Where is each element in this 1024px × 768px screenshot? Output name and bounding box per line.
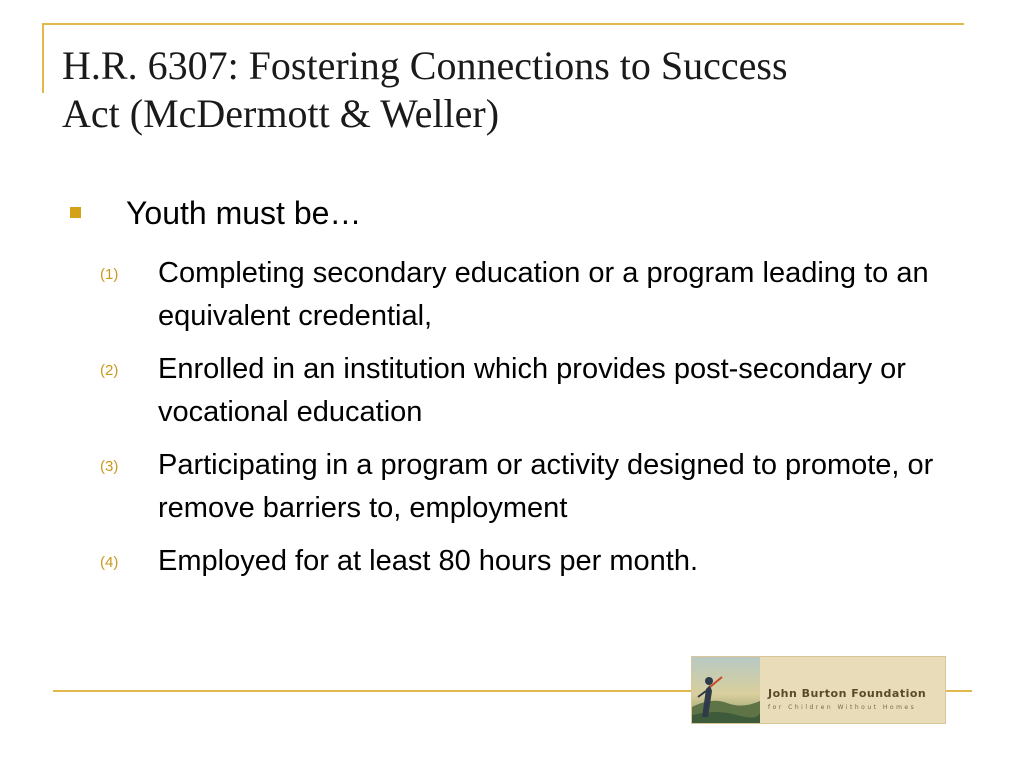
item-number: (1) <box>100 266 119 283</box>
title-line-1: H.R. 6307: Fostering Connections to Success <box>62 43 788 88</box>
list-item <box>100 348 940 434</box>
item-text: Employed for at least 80 hours per month. <box>158 545 699 577</box>
bottom-rule-left <box>53 690 691 692</box>
item-number: (3) <box>100 458 119 475</box>
item-number: (2) <box>100 362 119 379</box>
main-bullet-text: Youth must be… <box>126 195 362 231</box>
item-text: Enrolled in an institution which provides post-secondary or vocational education <box>158 353 906 428</box>
item-text: Completing secondary education or a program leading to an equivalent credential, <box>158 257 929 332</box>
bottom-rule-right <box>946 690 972 692</box>
logo-tagline: for Children Without Homes <box>768 704 917 711</box>
title-line-2: Act (McDermott & Weller) <box>62 91 500 136</box>
slide-title <box>62 42 962 138</box>
logo-artwork-icon <box>692 657 760 724</box>
item-number: (4) <box>100 554 119 571</box>
square-bullet-icon <box>70 207 81 218</box>
foundation-logo <box>691 656 946 724</box>
list-item <box>100 444 940 530</box>
list-item <box>100 540 940 583</box>
left-rule <box>42 23 44 93</box>
requirements-list <box>100 252 940 593</box>
list-item <box>100 252 940 338</box>
item-text: Participating in a program or activity designed to promote, or remove barriers to, employment <box>158 449 934 524</box>
logo-name: John Burton Foundation <box>768 687 927 700</box>
top-rule <box>42 23 964 25</box>
